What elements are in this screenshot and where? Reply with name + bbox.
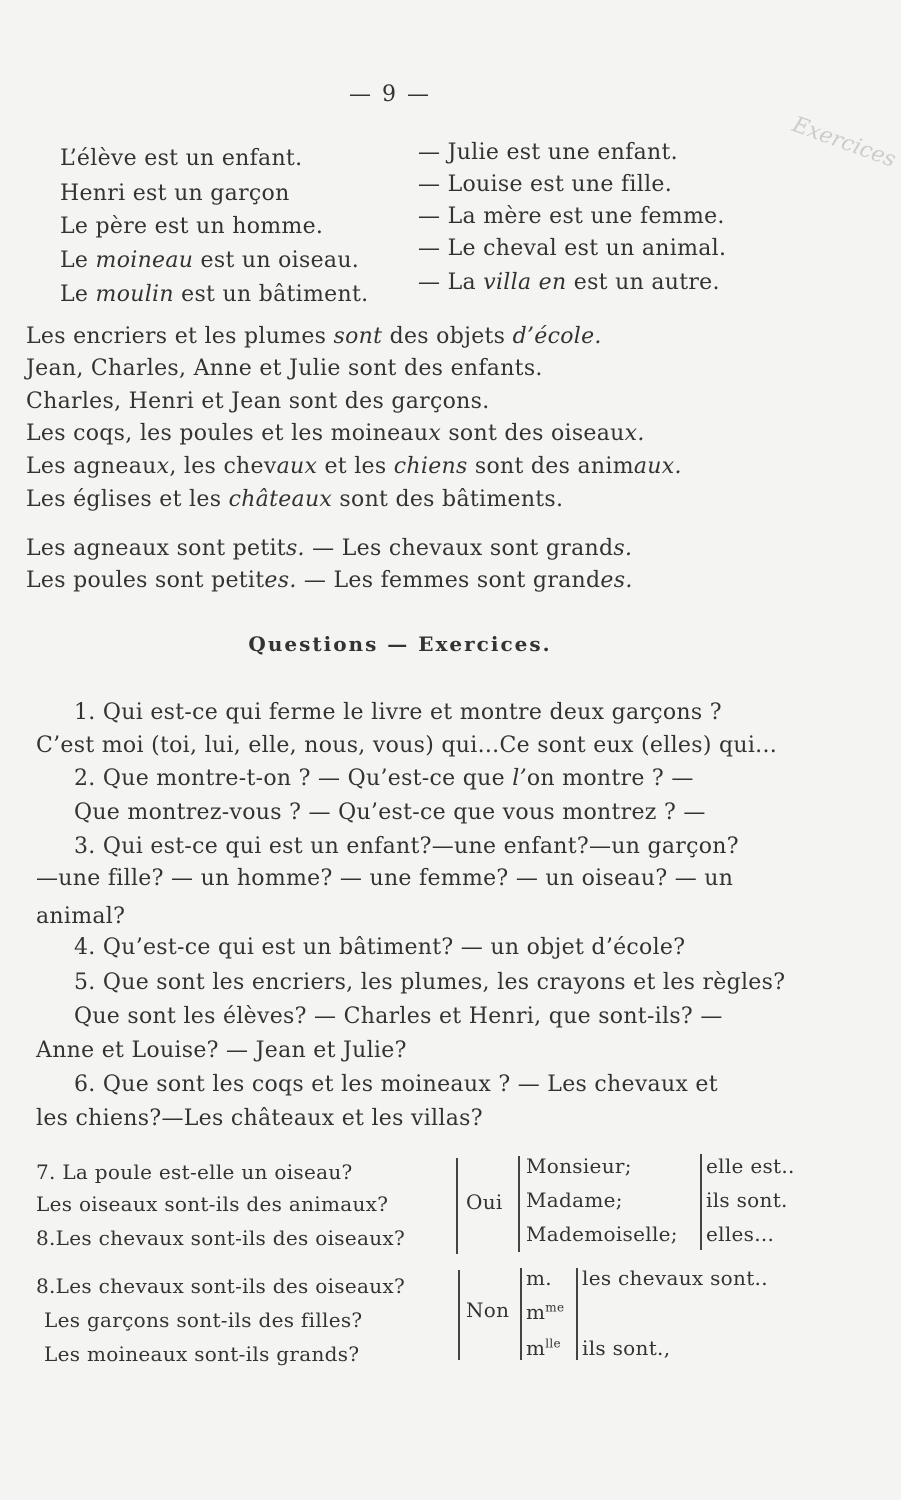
non-ending-2: ils sont., — [582, 1336, 671, 1360]
non-abbrev-3: $m^{lle}$ — [526, 1336, 561, 1360]
question-6: 6. Que sont les coqs et les moineaux ? — Les chevaux et — [74, 1072, 718, 1097]
sentence-1: Les encriers et les plumes sont des objets d’école. — [26, 324, 602, 349]
pair-right-2: — Louise est une fille. — [418, 172, 673, 197]
sentence-5: Les agneaux, les chevaux et les chiens sont des animaux. — [26, 454, 682, 479]
oui-brace-left — [456, 1158, 458, 1254]
adjective-line-1: Les agneaux sont petits. — Les chevaux sont grands. — [26, 536, 633, 561]
adjective-line-2: Les poules sont petites. — Les femmes sont grandes. — [26, 568, 633, 593]
oui-ending-3: elles... — [706, 1222, 775, 1246]
question-2-cont: Que montrez-vous ? — Qu’est-ce que vous montrez ? — — [74, 800, 706, 825]
non-question-3: Les moineaux sont-ils grands? — [44, 1342, 360, 1366]
oui-title-3: Mademoiselle; — [526, 1222, 678, 1246]
sentence-6: Les églises et les châteaux sont des bâtiments. — [26, 487, 564, 512]
question-1-answer: C’est moi (toi, lui, elle, nous, vous) qui...Ce sont eux (elles) qui... — [36, 733, 778, 758]
question-1: 1. Qui est-ce qui ferme le livre et montre deux garçons ? — [74, 700, 722, 725]
pair-right-4: — Le cheval est un animal. — [418, 236, 727, 261]
non-ending-1: les chevaux sont.. — [582, 1266, 768, 1290]
oui-answer: Oui — [466, 1190, 503, 1214]
non-abbrev-1: m. — [526, 1266, 552, 1290]
non-brace-right — [520, 1268, 522, 1360]
oui-question-1: 7. La poule est-elle un oiseau? — [36, 1160, 353, 1184]
question-4: 4. Qu’est-ce qui est un bâtiment? — un objet d’école? — [74, 935, 686, 960]
oui-brace-right — [518, 1156, 520, 1252]
oui-ending-1: elle est.. — [706, 1154, 795, 1178]
pair-right-3: — La mère est une femme. — [418, 204, 725, 229]
pair-left-4: Le moineau est un oiseau. — [60, 248, 360, 273]
oui-title-1: Monsieur; — [526, 1154, 632, 1178]
oui-brace-endings — [700, 1154, 702, 1250]
page-number: — 9 — — [349, 82, 431, 107]
oui-title-2: Madame; — [526, 1188, 623, 1212]
non-question-1: 8.Les chevaux sont-ils des oiseaux? — [36, 1274, 405, 1298]
question-2: 2. Que montre-t-on ? — Qu’est-ce que l’on montre ? — — [74, 766, 694, 791]
sentence-2: Jean, Charles, Anne et Julie sont des enfants. — [26, 356, 543, 381]
pair-left-5: Le moulin est un bâtiment. — [60, 282, 369, 307]
oui-question-2: Les oiseaux sont-ils des animaux? — [36, 1192, 389, 1216]
sentence-4: Les coqs, les poules et les moineaux sont des oiseaux. — [26, 421, 645, 446]
question-5-end: Anne et Louise? — Jean et Julie? — [36, 1038, 407, 1063]
section-heading: Questions — Exercices. — [248, 632, 552, 656]
sentence-3: Charles, Henri et Jean sont des garçons. — [26, 389, 490, 414]
question-3-end: animal? — [36, 904, 126, 929]
question-3-cont: —une fille? — un homme? — une femme? — un oiseau? — un — [36, 866, 734, 891]
question-6-cont: les chiens?—Les châteaux et les villas? — [36, 1106, 483, 1131]
oui-ending-2: ils sont. — [706, 1188, 788, 1212]
margin-note: Exercices — [788, 112, 900, 173]
non-answer: Non — [466, 1298, 510, 1322]
question-5: 5. Que sont les encriers, les plumes, les crayons et les règles? — [74, 970, 786, 995]
non-question-2: Les garçons sont-ils des filles? — [44, 1308, 363, 1332]
pair-left-1: L’élève est un enfant. — [60, 146, 303, 171]
question-5-cont: Que sont les élèves? — Charles et Henri, que sont-ils? — — [74, 1004, 723, 1029]
pair-right-5: — La villa en est un autre. — [418, 270, 720, 295]
non-brace-endings — [576, 1268, 578, 1360]
non-brace-left — [458, 1270, 460, 1360]
oui-question-3: 8.Les chevaux sont-ils des oiseaux? — [36, 1226, 405, 1250]
non-abbrev-2: $m^{me}$ — [526, 1300, 565, 1324]
pair-left-2: Henri est un garçon — [60, 181, 290, 206]
pair-left-3: Le père est un homme. — [60, 214, 324, 239]
question-3: 3. Qui est-ce qui est un enfant?—une enfant?—un garçon? — [74, 834, 739, 859]
pair-right-1: — Julie est une enfant. — [418, 140, 678, 165]
